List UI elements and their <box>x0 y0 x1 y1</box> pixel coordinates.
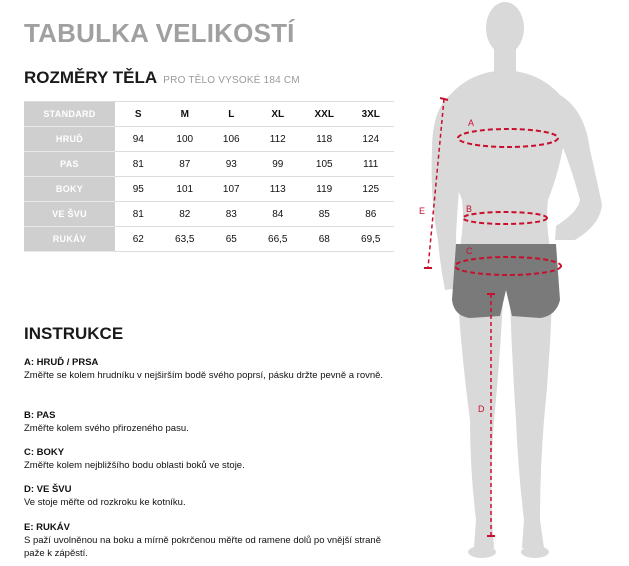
table-cell: 93 <box>208 152 255 177</box>
size-col-header: M <box>162 102 209 127</box>
table-cell: 69,5 <box>348 227 395 252</box>
table-cell: 68 <box>301 227 348 252</box>
table-cell: 99 <box>255 152 302 177</box>
table-cell: 86 <box>348 202 395 227</box>
label-b: B <box>466 204 473 214</box>
size-col-header: S <box>115 102 162 127</box>
table-cell: 112 <box>255 127 302 152</box>
table-cell: 105 <box>301 152 348 177</box>
left-leg-shape <box>458 300 503 548</box>
table-cell: 125 <box>348 177 395 202</box>
instruction-text: S paží uvolněnou na boku a mírně pokrčenou měřte od ramene dolů po vnější straně paže k zápěstí. <box>24 535 381 559</box>
table-cell: 124 <box>348 127 395 152</box>
size-col-header: 3XL <box>348 102 395 127</box>
row-label-sleeve: RUKÁV <box>24 227 115 252</box>
size-table <box>24 101 394 252</box>
label-e: E <box>419 206 426 216</box>
table-cell: 81 <box>115 202 162 227</box>
body-figure <box>400 0 629 566</box>
table-cell: 100 <box>162 127 209 152</box>
torso-shape <box>446 70 565 258</box>
instruction-text: Ve stoje měřte od rozkroku ke kotníku. <box>24 497 186 508</box>
instruction-text: Změřte kolem nejbližšího bodu oblasti boků ve stoje. <box>24 460 245 471</box>
body-measurements-heading <box>24 68 300 88</box>
label-d: D <box>478 404 485 414</box>
instruction-inseam <box>24 483 384 509</box>
table-cell: 66,5 <box>255 227 302 252</box>
instruction-waist <box>24 409 384 435</box>
table-row <box>24 227 394 252</box>
table-cell: 65 <box>208 227 255 252</box>
right-leg-shape <box>510 300 552 548</box>
table-cell: 94 <box>115 127 162 152</box>
instruction-title: A: HRUĎ / PRSA <box>24 357 99 368</box>
instruction-sleeve <box>24 521 384 560</box>
table-cell: 85 <box>301 202 348 227</box>
instruction-hips <box>24 446 384 472</box>
table-cell: 107 <box>208 177 255 202</box>
instruction-title: D: VE ŠVU <box>24 484 72 495</box>
left-foot-shape <box>468 546 496 558</box>
table-row <box>24 152 394 177</box>
table-cell: 83 <box>208 202 255 227</box>
body-silhouette <box>432 2 602 558</box>
table-cell: 87 <box>162 152 209 177</box>
row-label-chest: HRUĎ <box>24 127 115 152</box>
table-cell: 113 <box>255 177 302 202</box>
instruction-title: E: RUKÁV <box>24 522 70 533</box>
instruction-text: Změřte se kolem hrudníku v nejširším bodě svého poprsí, pásku držte pevně a rovně. <box>24 370 384 381</box>
table-cell: 111 <box>348 152 395 177</box>
right-foot-shape <box>521 546 549 558</box>
instructions-heading: INSTRUKCE <box>24 324 124 343</box>
size-table-corner: STANDARD <box>24 102 115 127</box>
row-label-waist: PAS <box>24 152 115 177</box>
table-cell: 118 <box>301 127 348 152</box>
table-row <box>24 127 394 152</box>
table-cell: 119 <box>301 177 348 202</box>
instruction-title: B: PAS <box>24 410 56 421</box>
table-cell: 101 <box>162 177 209 202</box>
page-title: TABULKA VELIKOSTÍ <box>24 18 295 48</box>
body-measurements-title: ROZMĚRY TĚLA <box>24 68 157 87</box>
table-cell: 62 <box>115 227 162 252</box>
table-cell: 106 <box>208 127 255 152</box>
table-cell: 81 <box>115 152 162 177</box>
instruction-chest <box>24 356 384 382</box>
instruction-title: C: BOKY <box>24 447 65 458</box>
body-height-note: PRO TĚLO VYSOKÉ 184 CM <box>163 75 300 86</box>
row-label-inseam: VE ŠVU <box>24 202 115 227</box>
size-col-header: L <box>208 102 255 127</box>
label-a: A <box>468 118 475 128</box>
table-cell: 84 <box>255 202 302 227</box>
label-c: C <box>466 246 473 256</box>
right-arm-shape <box>555 95 602 240</box>
table-cell: 95 <box>115 177 162 202</box>
instruction-text: Změřte kolem svého přirozeného pasu. <box>24 423 189 434</box>
row-label-hips: BOKY <box>24 177 115 202</box>
table-row <box>24 177 394 202</box>
table-row <box>24 202 394 227</box>
table-cell: 63,5 <box>162 227 209 252</box>
size-header-row <box>24 102 394 127</box>
size-col-header: XXL <box>301 102 348 127</box>
table-cell: 82 <box>162 202 209 227</box>
neck-shape <box>494 46 516 74</box>
size-col-header: XL <box>255 102 302 127</box>
